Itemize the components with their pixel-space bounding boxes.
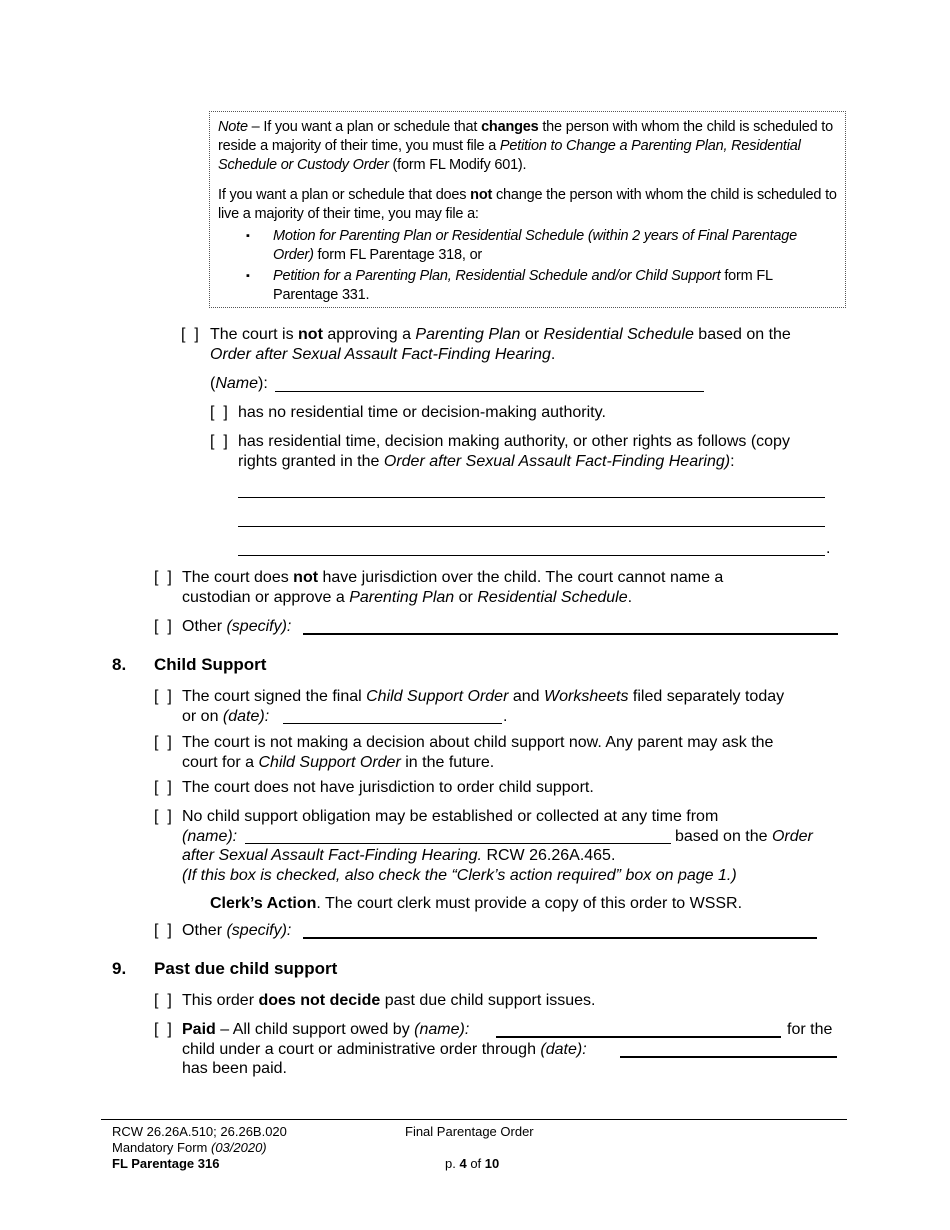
checkbox[interactable]: [ ]: [154, 922, 172, 939]
footer-form-id: FL Parentage 316: [112, 1156, 220, 1171]
name-field[interactable]: [245, 843, 671, 844]
not-deciding-text: court for a Child Support Order in the future.: [182, 754, 495, 771]
other-label: Other (specify):: [182, 618, 292, 635]
clerk-action-text: Clerk’s Action. The court clerk must provide a copy of this order to WSSR.: [210, 895, 743, 912]
checkbox[interactable]: [ ]: [210, 433, 228, 450]
name-field[interactable]: [496, 1036, 781, 1038]
checkbox[interactable]: [ ]: [154, 734, 172, 751]
no-jurisdiction-text: custodian or approve a Parenting Plan or Residential Schedule.: [182, 589, 633, 606]
note-line: Parentage 331.: [273, 287, 370, 303]
not-approving-text: Order after Sexual Assault Fact-Finding Hearing.: [210, 346, 556, 363]
no-jurisdiction-text: The court does not have jurisdiction over the child. The court cannot name a: [182, 569, 724, 586]
has-residential-time-text: has residential time, decision making authority, or other rights as follows (copy: [238, 433, 790, 450]
checkbox[interactable]: [ ]: [154, 688, 172, 705]
no-obligation-text: after Sexual Assault Fact-Finding Hearing. RCW 26.26A.465.: [182, 847, 616, 864]
period: .: [503, 708, 508, 725]
footer-title: Final Parentage Order: [405, 1124, 534, 1139]
note-line: If you want a plan or schedule that does not change the person with whom the child is scheduled to: [218, 187, 837, 203]
name-field[interactable]: [275, 391, 704, 392]
not-deciding-text: The court is not making a decision about child support now. Any parent may ask the: [182, 734, 774, 751]
checkbox[interactable]: [ ]: [154, 779, 172, 796]
note-line: Order) form FL Parentage 318, or: [273, 247, 483, 263]
other-field[interactable]: [303, 937, 817, 939]
note-line: reside a majority of their time, you must file a Petition to Change a Parenting Plan, Residential: [218, 138, 801, 154]
checkbox[interactable]: [ ]: [154, 618, 172, 635]
checkbox[interactable]: [ ]: [154, 569, 172, 586]
paid-text: has been paid.: [182, 1060, 287, 1077]
rights-field-line[interactable]: [238, 497, 825, 498]
no-obligation-note: (If this box is checked, also check the “Clerk’s action required” box on page 1.): [182, 867, 737, 884]
footer-page: p. 4 of 10: [445, 1156, 500, 1171]
checkbox[interactable]: [ ]: [210, 404, 228, 421]
checkbox[interactable]: [ ]: [154, 992, 172, 1009]
section-number: 9.: [112, 959, 127, 978]
other-field[interactable]: [303, 633, 838, 635]
no-jurisdiction-support-text: The court does not have jurisdiction to order child support.: [182, 779, 594, 796]
name-label: (Name):: [210, 375, 268, 392]
date-field[interactable]: [620, 1056, 837, 1058]
section-number: 8.: [112, 655, 127, 674]
bullet-icon: ▪: [246, 230, 250, 242]
no-obligation-text: No child support obligation may be established or collected at any time from: [182, 808, 719, 825]
rights-field-line[interactable]: [238, 555, 825, 556]
paid-text: for the: [787, 1021, 833, 1038]
note-line: Petition for a Parenting Plan, Residential Schedule and/or Child Support form FL: [273, 268, 773, 284]
paid-text: Paid – All child support owed by (name):: [182, 1021, 470, 1038]
has-residential-time-text: rights granted in the Order after Sexual Assault Fact-Finding Hearing):: [238, 453, 735, 470]
period: .: [826, 540, 831, 557]
signed-order-text: The court signed the final Child Support Order and Worksheets filed separately today: [182, 688, 785, 705]
no-obligation-text: based on the Order: [675, 828, 813, 845]
footer-rcw: RCW 26.26A.510; 26.26B.020: [112, 1124, 287, 1139]
checkbox[interactable]: [ ]: [154, 808, 172, 825]
other-label: Other (specify):: [182, 922, 292, 939]
not-approving-text: The court is not approving a Parenting Plan or Residential Schedule based on the: [210, 326, 791, 343]
date-field[interactable]: [283, 723, 502, 724]
checkbox[interactable]: [ ]: [181, 326, 199, 343]
section-title: Child Support: [154, 655, 267, 674]
checkbox[interactable]: [ ]: [154, 1021, 172, 1038]
rights-field-line[interactable]: [238, 526, 825, 527]
note-line: Note – If you want a plan or schedule that changes the person with whom the child is scheduled to: [218, 119, 833, 135]
signed-order-text: or on (date):: [182, 708, 270, 725]
not-decide-text: This order does not decide past due child support issues.: [182, 992, 596, 1009]
bullet-icon: ▪: [246, 270, 250, 282]
note-line: Schedule or Custody Order (form FL Modify 601).: [218, 157, 527, 173]
footer-mandatory: Mandatory Form (03/2020): [112, 1140, 267, 1155]
paid-text: child under a court or administrative order through (date):: [182, 1041, 587, 1058]
no-obligation-text: (name):: [182, 828, 238, 845]
note-line: Motion for Parenting Plan or Residential Schedule (within 2 years of Final Parentage: [273, 228, 798, 244]
footer-divider: [101, 1119, 847, 1120]
note-line: live a majority of their time, you may file a:: [218, 206, 479, 222]
section-title: Past due child support: [154, 959, 338, 978]
no-residential-time-text: has no residential time or decision-making authority.: [238, 404, 606, 421]
